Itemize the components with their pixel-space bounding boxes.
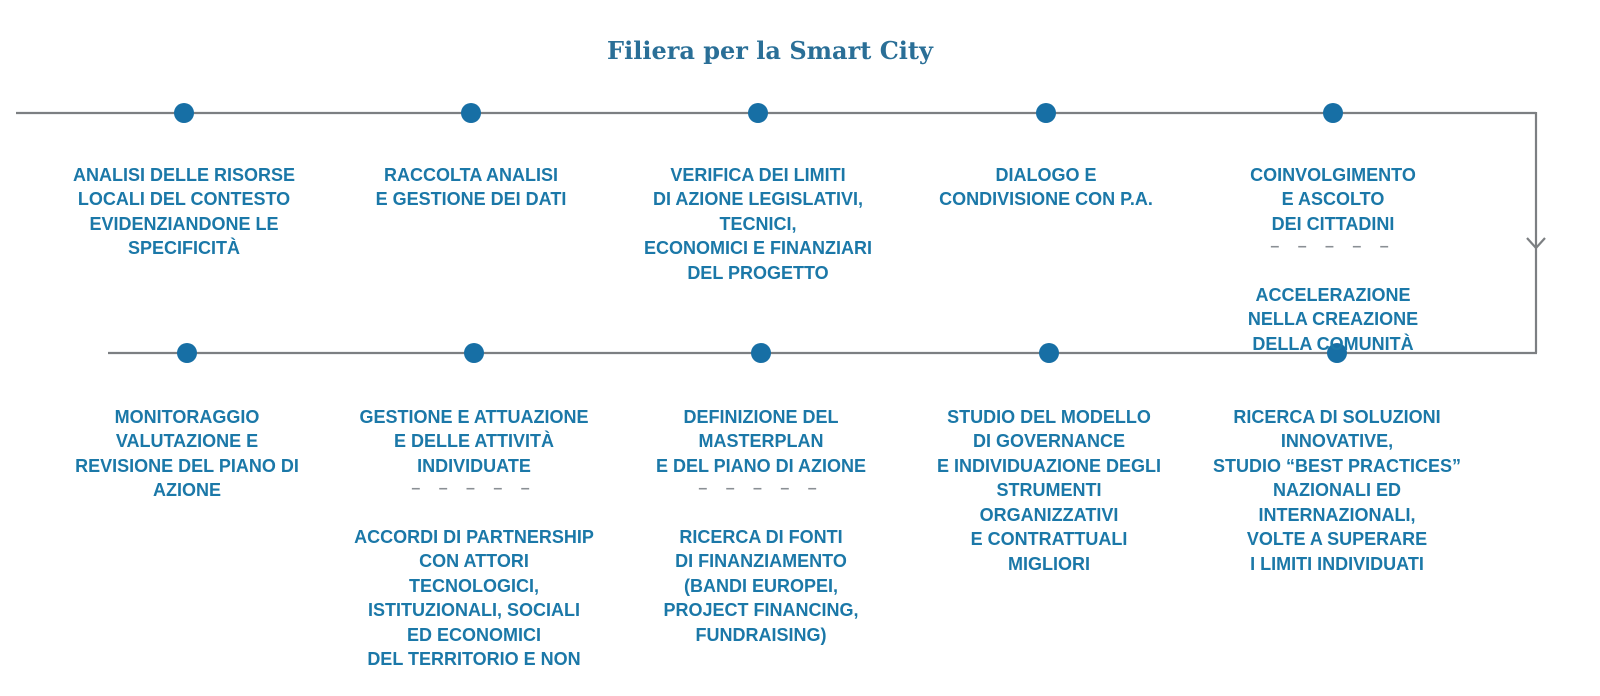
step-dot (461, 103, 481, 123)
step-analisi-risorse (50, 138, 318, 261)
step-text: RICERCA DI SOLUZIONI INNOVATIVE, STUDIO “BEST PRACTICES” NAZIONALI ED INTERNAZIONALI, VOLTE A SUPERARE I LIMITI INDIVIDUATI (1212, 406, 1462, 574)
step-raccolta-analisi (337, 138, 605, 212)
step-verifica-limiti (624, 138, 892, 285)
step-dot (174, 103, 194, 123)
separator-dashes: – – – – – (698, 480, 824, 497)
step-text: GESTIONE E ATTUAZIONE E DELLE ATTIVITÀ INDIVIDUATE (359, 406, 589, 476)
step-dialogo-pa (912, 138, 1180, 212)
diagram-title: Filiera per la Smart City (607, 36, 933, 65)
step-text-secondary: ACCELERAZIONE NELLA CREAZIONE DELLA COMUNITÀ (1247, 284, 1419, 354)
step-text: RACCOLTA ANALISI E GESTIONE DEI DATI (375, 164, 567, 209)
step-dot (1039, 343, 1059, 363)
separator-dashes: – – – – – (411, 480, 537, 497)
step-text-secondary: ACCORDI DI PARTNERSHIP CON ATTORI TECNOLOGICI, ISTITUZIONALI, SOCIALI ED ECONOMICI DEL TERRITORIO E NON (354, 526, 594, 669)
step-text: COINVOLGIMENTO E ASCOLTO DEI CITTADINI (1250, 164, 1416, 234)
step-dot (1036, 103, 1056, 123)
step-text: MONITORAGGIO VALUTAZIONE E REVISIONE DEL PIANO DI AZIONE (75, 406, 299, 500)
step-dot (177, 343, 197, 363)
step-text: ANALISI DELLE RISORSE LOCALI DEL CONTESTO EVIDENZIANDONE LE SPECIFICITÀ (72, 164, 296, 258)
separator-dashes: – – – – – (1270, 238, 1396, 255)
step-coinvolgimento (1199, 138, 1467, 381)
step-definizione-masterplan (627, 380, 895, 672)
step-studio-governance (915, 380, 1183, 576)
step-text: STUDIO DEL MODELLO DI GOVERNANCE E INDIVIDUAZIONE DEGLI STRUMENTI ORGANIZZATIVI E CONTRATTUALI MIGLIORI (936, 406, 1161, 574)
step-dot (1323, 103, 1343, 123)
step-dot (751, 343, 771, 363)
step-gestione-attuazione (340, 380, 608, 696)
step-text: DIALOGO E CONDIVISIONE CON P.A. (939, 164, 1153, 209)
step-text-secondary: RICERCA DI FONTI DI FINANZIAMENTO (BANDI EUROPEI, PROJECT FINANCING, FUNDRAISING) (663, 526, 859, 645)
step-ricerca-soluzioni (1203, 380, 1471, 576)
step-monitoraggio (53, 380, 321, 503)
step-dot (464, 343, 484, 363)
step-dot (748, 103, 768, 123)
step-text: DEFINIZIONE DEL MASTERPLAN E DEL PIANO DI AZIONE (655, 406, 867, 476)
step-text: VERIFICA DEI LIMITI DI AZIONE LEGISLATIVI, TECNICI, ECONOMICI E FINANZIARI DEL PROGETTO (644, 164, 872, 283)
